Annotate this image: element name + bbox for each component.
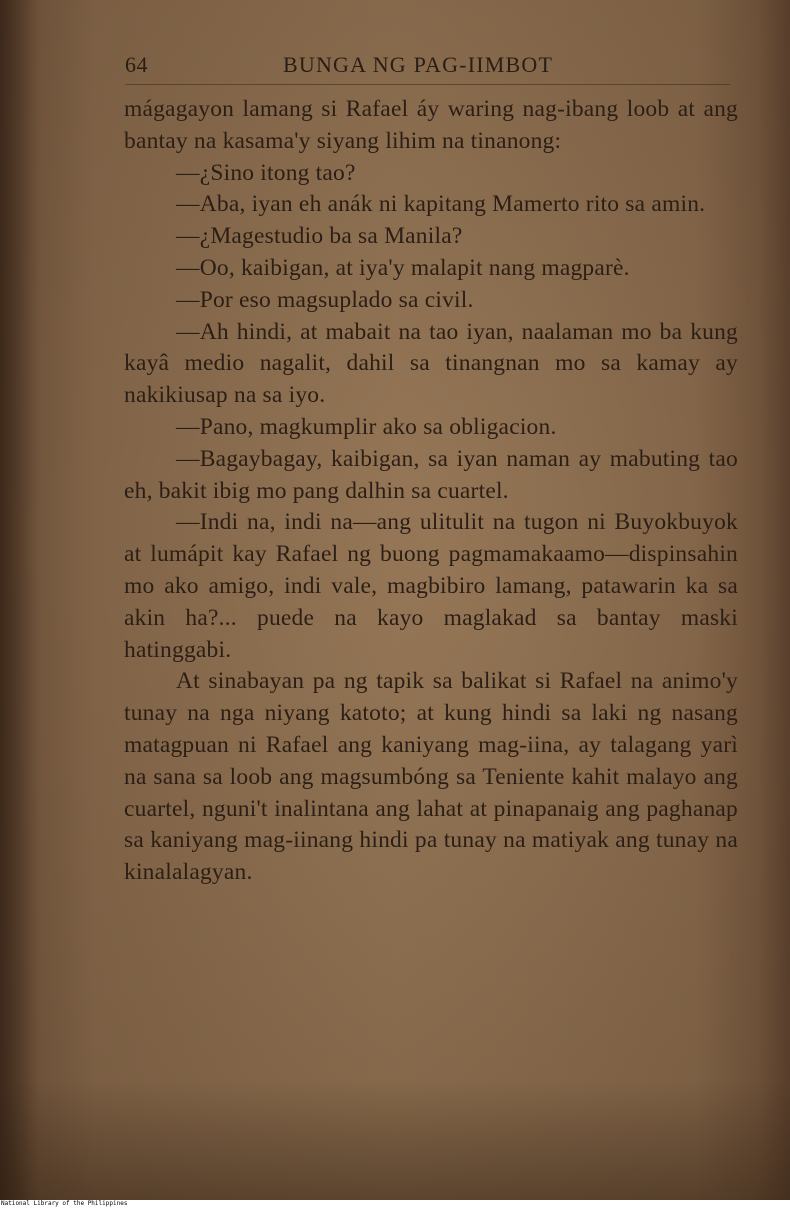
dialogue-line: —Ah hindi, at mabait na tao iyan, naalaman mo ba kung kayâ medio nagalit, dahil sa tinangnan mo sa kamay ay nakikiusap na sa iyo. <box>124 318 738 409</box>
paragraph-continuation: mágagayon lamang si Rafael áy waring nag-ibang loob at ang bantay na kasama'y siyang lihim na tinanong: <box>124 96 738 154</box>
dialogue-line: —¿Sino itong tao? <box>176 159 356 186</box>
dialogue-line: —Aba, iyan eh anák ni kapitang Mamerto rito sa amin. <box>176 191 706 218</box>
dialogue-line: —Oo, kaibigan, at iya'y malapit nang magparè. <box>176 254 630 281</box>
dialogue-line: —Por eso magsuplado sa civil. <box>176 286 474 313</box>
dialogue-line: —Bagaybagay, kaibigan, sa iyan naman ay mabuting tao eh, bakit ibig mo pang dalhin sa cuartel. <box>124 445 738 504</box>
body-text <box>124 94 738 889</box>
library-credit: National Library of the Philippines <box>0 1200 790 1208</box>
header-rule <box>125 84 730 85</box>
page-number: 64 <box>125 52 148 77</box>
running-head-title: BUNGA NG PAG-IIMBOT <box>283 52 554 77</box>
narrative-paragraph: At sinabayan pa ng tapik sa balikat si Rafael na animo'y tunay na nga niyang katoto; at kung hindi sa laki ng nasang matagpuan ni Rafael ang kaniyang mag-iina, ay talagang yarì na sana sa loob ang magsumbóng sa Teniente kahit malayo ang cuartel, nguni't inalintana ang lahat at pinapanaig ang paghanap sa kaniyang mag-iinang hindi pa tunay na matiyak ang tunay na kinalalagyan. <box>124 668 738 886</box>
dialogue-line: —Indi na, indi na—ang ulitulit na tugon ni Buyokbuyok at lumápit kay Rafael ng buong pagmamakaamo—dispinsahin mo ako amigo, indi vale, magbibiro lamang, patawarin ka sa akin ha?... puede na kayo maglakad sa bantay maski hatinggabi. <box>124 509 738 663</box>
dialogue-line: —Pano, magkumplir ako sa obligacion. <box>176 413 557 440</box>
page-header <box>125 52 735 82</box>
dialogue-line: —¿Magestudio ba sa Manila? <box>176 223 463 250</box>
